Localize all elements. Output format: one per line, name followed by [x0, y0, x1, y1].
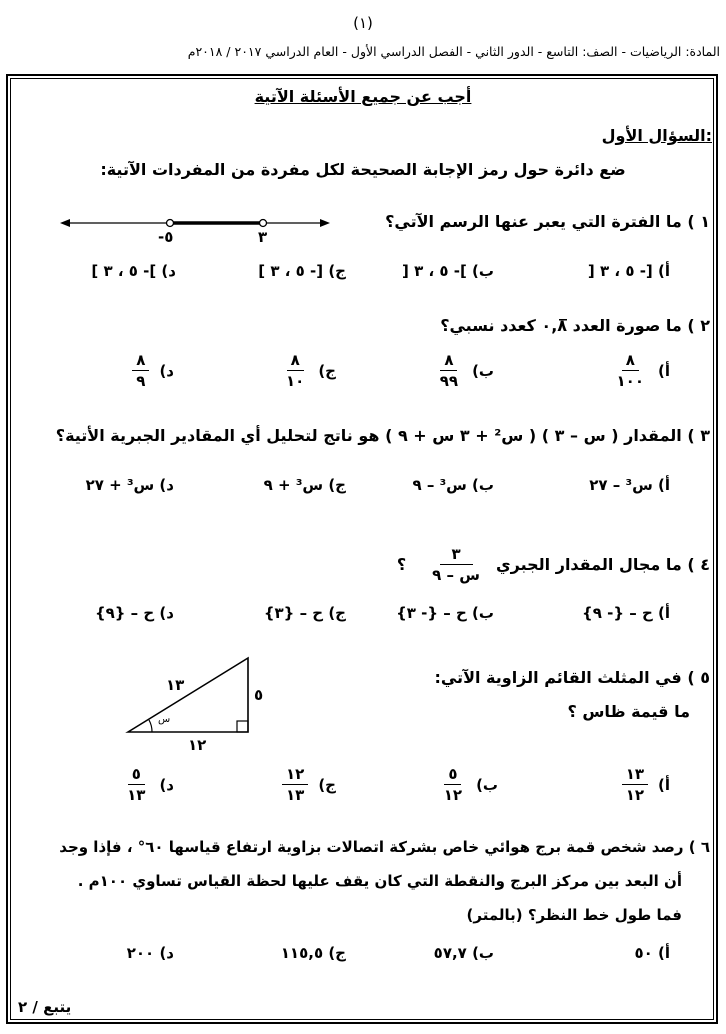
- q6-option-a[interactable]: أ) ٥٠: [634, 944, 670, 962]
- page-title: أجب عن جميع الأسئلة الآتية: [254, 87, 472, 106]
- q3-option-a[interactable]: أ) س³ – ٢٧: [589, 476, 670, 494]
- number-line: [60, 214, 330, 254]
- q1-option-d[interactable]: د) ]- ٥ ، ٣ ]: [91, 262, 176, 280]
- number-line-label-left: ٥-: [158, 228, 174, 246]
- q3-option-b[interactable]: ب) س³ – ٩: [412, 476, 494, 494]
- q5-option-d[interactable]: د) $\frac{٥}{١٣}$: [127, 765, 174, 804]
- q1-option-b[interactable]: ب) ]- ٥ ، ٣ [: [401, 262, 494, 280]
- q4-option-a[interactable]: أ) ح – {- ٩}: [582, 604, 670, 622]
- question-6-line2: أن البعد بين مركز البرج والنقطة التي كان يقف عليها لحظة القياس تساوي ١٠٠م .: [77, 872, 682, 890]
- instruction: ضع دائرة حول رمز الإجابة الصحيحة لكل مفردة من المفردات الآتية:: [100, 160, 626, 179]
- number-line-label-right: ٣: [258, 228, 268, 246]
- q5-option-a[interactable]: أ) $\frac{١٣}{١٢}$: [622, 764, 670, 805]
- triangle-hypotenuse-label: ١٣: [166, 676, 185, 694]
- q1-option-a[interactable]: أ) [- ٥ ، ٣ [: [587, 262, 670, 280]
- q2-option-c[interactable]: ج) $\frac{٨}{١٠}$: [286, 351, 336, 390]
- q2-option-d[interactable]: د) $\frac{٨}{٩}$: [132, 350, 174, 391]
- header-info: المادة: الرياضيات - الصف: التاسع - الدور الثاني - الفصل الدراسي الأول - العام الدراسي ٢٠١٧ / ٢٠١٨م: [187, 44, 720, 59]
- right-triangle: [124, 654, 254, 736]
- q2-option-b[interactable]: ب) $\frac{٨}{٩٩}$: [439, 351, 494, 390]
- question-6-line3: فما طول خط النظر؟ (بالمتر): [466, 906, 682, 924]
- page-number: (١): [353, 14, 373, 32]
- question-6-line1: ٦ ) رصد شخص قمة برج هوائي خاص بشركة اتصالات بزاوية ارتفاع قياسها ٦٠° ، فإذا وجد: [59, 838, 710, 856]
- question-4: ٤ ) ما مجال المقدار الجبري $\frac{٣}{\text{س – ٩}}$ ؟: [396, 545, 710, 584]
- question-5-line1: ٥ ) في المثلث القائم الزاوية الآتي:: [434, 668, 710, 687]
- q1-option-c[interactable]: ج) [- ٥ ، ٣ ]: [258, 262, 346, 280]
- q6-option-c[interactable]: ج) ١١٥,٥: [280, 944, 346, 962]
- triangle-base-label: ١٢: [188, 736, 207, 754]
- q4-option-b[interactable]: ب) ح – {- ٣}: [396, 604, 494, 622]
- triangle-vertical-label: ٥: [254, 686, 264, 704]
- q5-option-b[interactable]: ب) $\frac{٥}{١٢}$: [443, 765, 498, 804]
- q3-option-d[interactable]: د) س³ + ٢٧: [85, 476, 174, 494]
- question-3: ٣ ) المقدار ( س – ٣ ) ( س² + ٣ س + ٩ ) هو ناتج لتحليل أي المقادير الجبرية الأتية؟: [55, 426, 710, 445]
- q4-fraction: $\frac{٣}{\text{س – ٩}}$: [432, 545, 480, 584]
- q3-option-c[interactable]: ج) س³ + ٩: [263, 476, 346, 494]
- q6-option-d[interactable]: د) ٢٠٠: [126, 944, 174, 962]
- q6-option-b[interactable]: ب) ٥٧,٧: [433, 944, 494, 962]
- q4-option-d[interactable]: د) ح – {٩}: [94, 604, 174, 622]
- question-5-line2: ما قيمة ظاس ؟: [567, 702, 690, 721]
- triangle-angle-label: س: [158, 714, 171, 725]
- q5-option-c[interactable]: ج) $\frac{١٢}{١٣}$: [282, 764, 336, 805]
- footer-continue: يتبع / ٢: [18, 998, 72, 1016]
- question-1: ١ ) ما الفترة التي يعبر عنها الرسم الآتي؟: [385, 212, 710, 231]
- q4-option-c[interactable]: ج) ح – {٣}: [263, 604, 346, 622]
- section-title: السؤال الأول:: [601, 126, 712, 145]
- question-2: ٢ ) ما صورة العدد ٠,٨̅ كعدد نسبي؟: [440, 316, 710, 335]
- q2-option-a[interactable]: أ) $\frac{٨}{١٠٠}$: [616, 351, 670, 390]
